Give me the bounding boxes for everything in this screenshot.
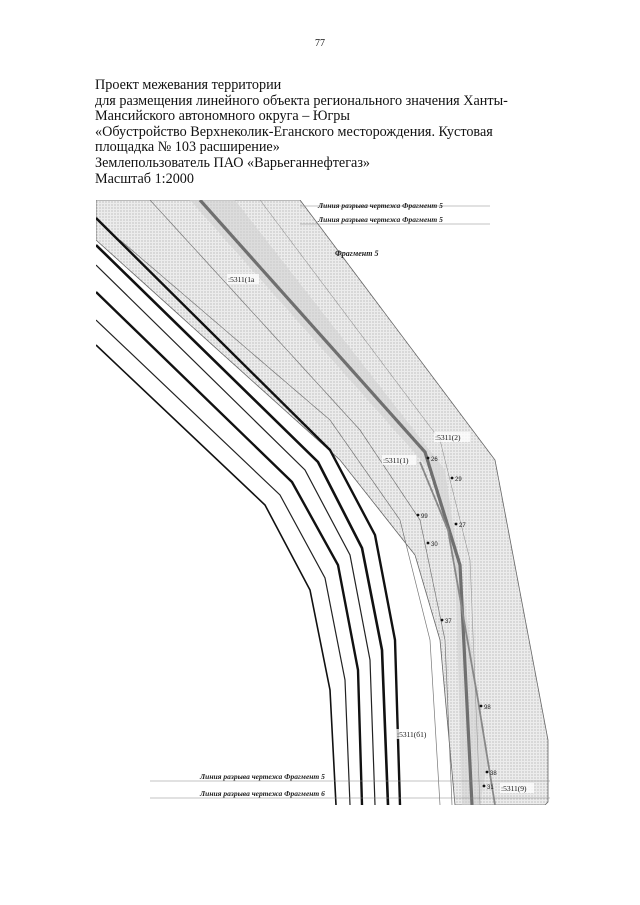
header-line-3: Мансийского автономного округа – Югры xyxy=(95,108,350,125)
point-31: 31 xyxy=(487,785,494,791)
parcel-label-1: :5311(1) xyxy=(383,456,409,465)
break-line-bottom-2-label: Линия разрыва чертежа Фрагмент 6 xyxy=(200,789,325,798)
break-line-top-1-label: Линия разрыва чертежа Фрагмент 5 xyxy=(318,201,443,210)
fragment-label: Фрагмент 5 xyxy=(335,249,379,258)
break-line-bottom-1-label: Линия разрыва чертежа Фрагмент 5 xyxy=(200,772,325,781)
header-line-5: площадка № 103 расширение» xyxy=(95,139,280,156)
point-27: 27 xyxy=(459,523,466,529)
parcel-label-9: :5311(9) xyxy=(501,784,527,793)
header-line-1: Проект межевания территории xyxy=(95,77,282,93)
break-line-top-2-label: Линия разрыва чертежа Фрагмент 5 xyxy=(318,215,443,224)
header-line-7: Масштаб 1:2000 xyxy=(95,170,194,187)
point-29: 29 xyxy=(455,477,462,483)
parcel-label-2: :5311(2) xyxy=(435,433,461,442)
header-line-2: для размещения линейного объекта регионального значения Ханты- xyxy=(95,92,508,109)
point-99: 99 xyxy=(421,514,428,520)
page-number: 77 xyxy=(315,38,325,49)
point-26: 26 xyxy=(431,457,438,463)
parcel-label-1a: :5311(1а xyxy=(228,275,255,284)
point-30: 30 xyxy=(431,542,438,548)
point-38: 38 xyxy=(490,771,497,777)
header-line-4: «Обустройство Верхнеколик-Еганского месторождения. Кустовая xyxy=(95,123,493,140)
point-37: 37 xyxy=(445,619,452,625)
header-line-6: Землепользователь ПАО «Варьеганнефтегаз» xyxy=(95,154,371,171)
parcel-label-b1: :5311(б1) xyxy=(397,730,427,739)
point-98: 98 xyxy=(484,705,491,711)
